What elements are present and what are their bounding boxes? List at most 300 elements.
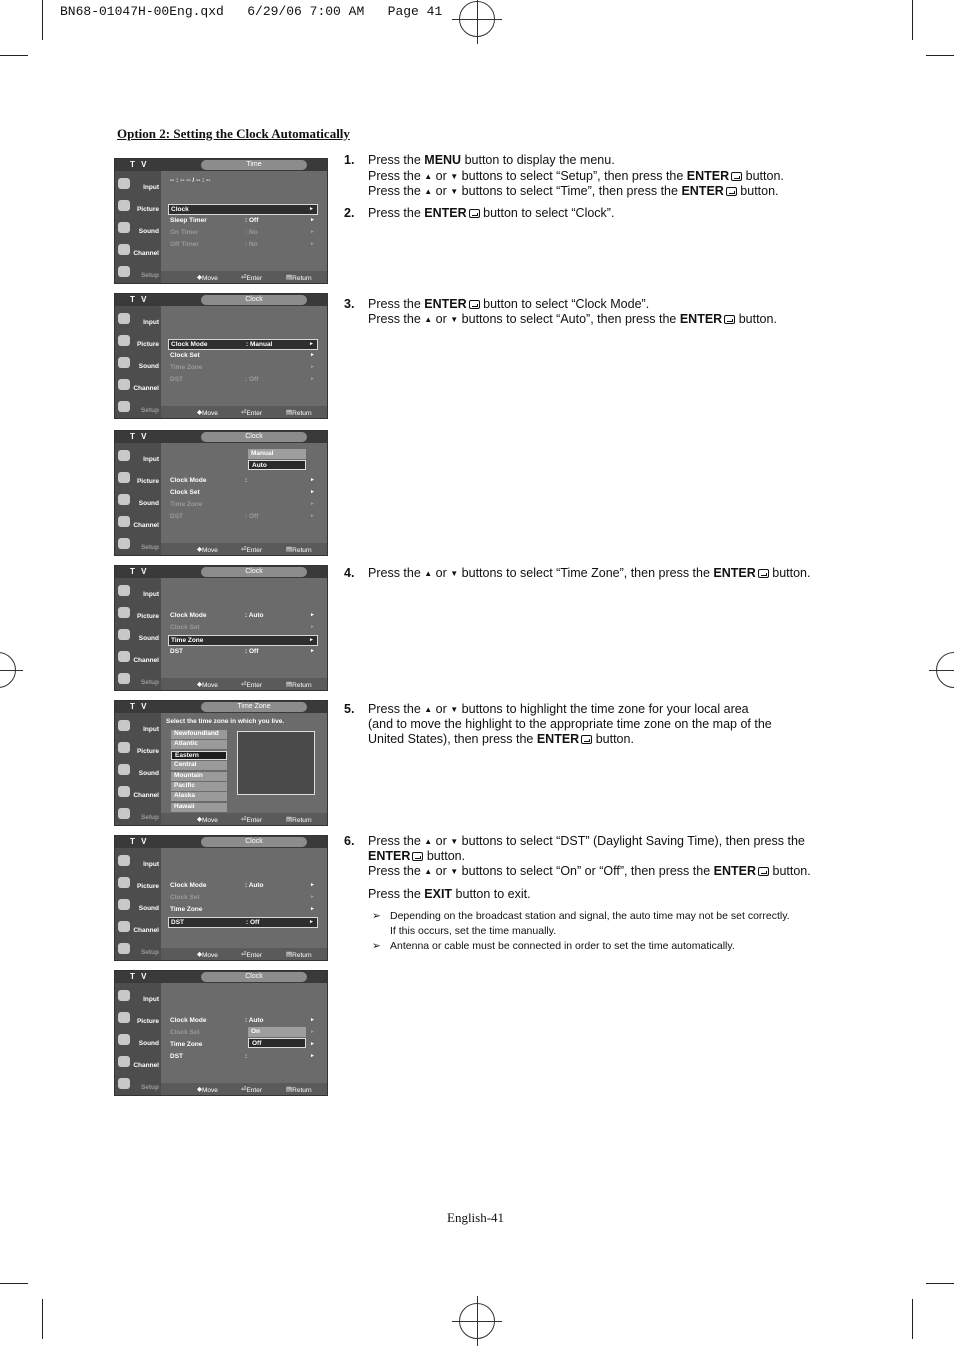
sidebar-item-label: Input: [143, 726, 159, 733]
input-icon: [118, 178, 130, 189]
dropdown-option: Off: [248, 1038, 306, 1048]
menu-row-value: : Manual: [246, 341, 273, 348]
menu-row-value: : No: [245, 241, 258, 248]
menu-row: [168, 375, 318, 386]
menu-row-label: Clock Mode: [171, 341, 208, 348]
move-hint: ◆ Move: [197, 951, 218, 959]
sidebar-item-sound: [115, 219, 161, 239]
screen-footer: [161, 678, 327, 690]
screen-sidebar: [115, 578, 161, 690]
step-line: Press the ▲ or ▼ buttons to highlight the time zone for your local area: [368, 702, 749, 716]
return-hint: ▤ Return: [286, 409, 312, 417]
sidebar-item-sound: [115, 896, 161, 916]
enter-icon: [731, 172, 742, 181]
setup-icon: [118, 401, 130, 412]
move-hint: ◆ Move: [197, 1086, 218, 1094]
menu-row: [168, 893, 318, 904]
right-arrow-icon: ►: [310, 624, 315, 630]
step-number: 6.: [344, 834, 355, 848]
tv-menu-screen: [114, 565, 328, 691]
tv-menu-screen: [114, 158, 328, 284]
channel-icon: [118, 921, 130, 932]
screen-title: Clock: [201, 432, 307, 442]
screen-title: Clock: [201, 837, 307, 847]
sidebar-item-label: Input: [143, 456, 159, 463]
setup-icon: [118, 673, 130, 684]
sidebar-item-label: Input: [143, 996, 159, 1003]
picture-icon: [118, 877, 130, 888]
menu-row-value: :: [245, 1053, 248, 1060]
menu-row-label: Off Timer: [170, 241, 199, 248]
screen-footer: [161, 271, 327, 283]
sound-icon: [118, 357, 130, 368]
time-zone-option: Mountain: [171, 772, 227, 781]
enter-icon: [758, 569, 769, 578]
picture-icon: [118, 200, 130, 211]
channel-icon: [118, 379, 130, 390]
down-arrow-icon: ▼: [450, 315, 459, 324]
menu-row-value: : Auto: [245, 1017, 264, 1024]
step-line: Press the ▲ or ▼ buttons to select “On” or “Off”, then press the ENTER button.: [368, 864, 811, 878]
sidebar-item-label: Setup: [140, 407, 159, 414]
menu-row-value: : Off: [245, 513, 259, 520]
enter-hint: ⏎ Enter: [241, 546, 262, 554]
time-zone-option: Newfoundland: [171, 730, 227, 739]
enter-hint: ⏎ Enter: [241, 1086, 262, 1094]
menu-row: [168, 240, 318, 251]
input-icon: [118, 450, 130, 461]
sound-icon: [118, 899, 130, 910]
enter-hint: ⏎ Enter: [241, 409, 262, 417]
setup-icon: [118, 1078, 130, 1089]
return-hint: ▤ Return: [286, 951, 312, 959]
step-line: Press the ▲ or ▼ buttons to select “Time Zone”, then press the ENTER button.: [368, 566, 811, 580]
input-icon: [118, 313, 130, 324]
menu-row-label: Time Zone: [171, 637, 204, 644]
right-arrow-icon: ►: [310, 1017, 315, 1023]
right-arrow-icon: ►: [310, 1041, 315, 1047]
sidebar-item-label: Channel: [133, 1062, 159, 1069]
tv-menu-screen: [114, 430, 328, 556]
section-title: Option 2: Setting the Clock Automatically: [117, 126, 350, 141]
tv-label: T V: [130, 972, 149, 981]
menu-row: [168, 339, 318, 350]
sidebar-item-label: Picture: [136, 206, 159, 213]
enter-icon: [724, 315, 735, 324]
menu-row: [168, 351, 318, 362]
input-icon: [118, 720, 130, 731]
crop-mark: [0, 1283, 28, 1284]
setup-icon: [118, 538, 130, 549]
menu-row-label: Time Zone: [170, 1041, 203, 1048]
step-line: Press the ENTER button to select “Clock Mode”.: [368, 297, 650, 311]
enter-icon: [412, 852, 423, 861]
right-arrow-icon: ►: [309, 637, 314, 643]
screen-sidebar: [115, 983, 161, 1095]
screen-title-bar: [115, 836, 327, 848]
sidebar-item-setup: [115, 670, 161, 690]
tv-menu-screen: [114, 293, 328, 419]
sidebar-item-channel: [115, 1053, 161, 1073]
menu-row-value: : Off: [245, 376, 259, 383]
sidebar-item-setup: [115, 263, 161, 283]
menu-row-label: Clock Set: [170, 489, 200, 496]
step-line: Press the ENTER button to select “Clock”.: [368, 206, 615, 220]
step-line: Press the ▲ or ▼ buttons to select “Setup”, then press the ENTER button.: [368, 169, 784, 183]
return-hint: ▤ Return: [286, 274, 312, 282]
step-line: (and to move the highlight to the appropriate time zone on the map of the: [368, 717, 772, 731]
menu-row-label: Clock Set: [170, 1029, 200, 1036]
sidebar-item-label: Setup: [140, 949, 159, 956]
screen-title: Time: [201, 160, 307, 170]
menu-row: [168, 905, 318, 916]
menu-row-label: Clock Mode: [170, 1017, 207, 1024]
step-number: 3.: [344, 297, 355, 311]
menu-row-label: Clock: [171, 206, 189, 213]
menu-row: [168, 1016, 318, 1027]
return-hint: ▤ Return: [286, 816, 312, 824]
dropdown-option: On: [248, 1027, 306, 1037]
menu-row: [168, 216, 318, 227]
right-arrow-icon: ►: [310, 489, 315, 495]
menu-row: [168, 228, 318, 239]
sidebar-item-sound: [115, 626, 161, 646]
right-arrow-icon: ►: [310, 229, 315, 235]
screen-footer: [161, 406, 327, 418]
up-arrow-icon: ▲: [424, 705, 433, 714]
right-arrow-icon: ►: [310, 1029, 315, 1035]
down-arrow-icon: ▼: [450, 569, 459, 578]
right-arrow-icon: ►: [310, 882, 315, 888]
sidebar-item-label: Channel: [133, 927, 159, 934]
picture-icon: [118, 472, 130, 483]
menu-row: [168, 488, 318, 499]
up-arrow-icon: ▲: [424, 837, 433, 846]
down-arrow-icon: ▼: [450, 172, 459, 181]
right-arrow-icon: ►: [310, 1053, 315, 1059]
file-slug: BN68-01047H-00Eng.qxd 6/29/06 7:00 AM Page 41: [60, 4, 443, 19]
sidebar-item-sound: [115, 491, 161, 511]
down-arrow-icon: ▼: [450, 867, 459, 876]
down-arrow-icon: ▼: [450, 837, 459, 846]
sidebar-item-channel: [115, 376, 161, 396]
input-icon: [118, 855, 130, 866]
time-zone-option: Central: [171, 761, 227, 770]
picture-icon: [118, 1012, 130, 1023]
sidebar-item-channel: [115, 918, 161, 938]
channel-icon: [118, 516, 130, 527]
down-arrow-icon: ▼: [450, 187, 459, 196]
sidebar-item-label: Setup: [140, 679, 159, 686]
screen-footer: [161, 543, 327, 555]
sidebar-item-setup: [115, 535, 161, 555]
right-arrow-icon: ►: [309, 919, 314, 925]
screen-title-bar: [115, 566, 327, 578]
enter-hint: ⏎ Enter: [241, 951, 262, 959]
menu-row-label: On Timer: [170, 229, 199, 236]
menu-row: [168, 500, 318, 511]
step-line: Press the MENU button to display the menu.: [368, 153, 615, 167]
sidebar-item-setup: [115, 1075, 161, 1095]
sidebar-item-picture: [115, 1009, 161, 1029]
channel-icon: [118, 651, 130, 662]
sound-icon: [118, 1034, 130, 1045]
sidebar-item-input: [115, 852, 161, 872]
sidebar-item-label: Sound: [138, 363, 159, 370]
tv-label: T V: [130, 837, 149, 846]
tv-menu-screen: [114, 970, 328, 1096]
menu-row-label: Clock Mode: [170, 882, 207, 889]
screen-sidebar: [115, 713, 161, 825]
screen-title-bar: [115, 159, 327, 171]
sidebar-item-channel: [115, 648, 161, 668]
menu-row-value: :: [245, 477, 248, 484]
menu-row-label: DST: [170, 648, 183, 655]
up-arrow-icon: ▲: [424, 187, 433, 196]
step-number: 1.: [344, 153, 355, 167]
sidebar-item-setup: [115, 940, 161, 960]
crop-mark: [926, 55, 954, 56]
right-arrow-icon: ►: [310, 894, 315, 900]
menu-row-label: DST: [170, 1053, 183, 1060]
enter-hint: ⏎ Enter: [241, 681, 262, 689]
dropdown-option: Manual: [248, 449, 306, 459]
menu-row-label: Time Zone: [170, 906, 203, 913]
time-zone-option: Atlantic: [171, 740, 227, 749]
menu-row: [168, 635, 318, 646]
sidebar-item-sound: [115, 354, 161, 374]
setup-icon: [118, 266, 130, 277]
sidebar-item-picture: [115, 469, 161, 489]
channel-icon: [118, 1056, 130, 1067]
sidebar-item-sound: [115, 1031, 161, 1051]
sidebar-item-channel: [115, 513, 161, 533]
menu-row-value: : Off: [245, 648, 259, 655]
registration-mark: [459, 1, 495, 37]
right-arrow-icon: ►: [310, 501, 315, 507]
screen-sidebar: [115, 306, 161, 418]
step-line: Press the ▲ or ▼ buttons to select “DST” (Daylight Saving Time), then press the: [368, 834, 805, 848]
setup-icon: [118, 808, 130, 819]
sidebar-item-label: Sound: [138, 635, 159, 642]
enter-icon: [469, 300, 480, 309]
input-icon: [118, 990, 130, 1001]
sidebar-item-label: Channel: [133, 792, 159, 799]
clock-display: -- : -- -- / -- : --: [170, 177, 211, 184]
menu-row-label: DST: [170, 513, 183, 520]
sound-icon: [118, 764, 130, 775]
step-number: 5.: [344, 702, 355, 716]
tv-label: T V: [130, 160, 149, 169]
screen-title-bar: [115, 294, 327, 306]
enter-icon: [758, 867, 769, 876]
menu-row: [168, 1052, 318, 1063]
sidebar-item-label: Picture: [136, 478, 159, 485]
sidebar-item-label: Picture: [136, 341, 159, 348]
enter-icon: [726, 187, 737, 196]
note-marker-icon: ➢: [372, 910, 381, 922]
right-arrow-icon: ►: [310, 376, 315, 382]
return-hint: ▤ Return: [286, 1086, 312, 1094]
return-hint: ▤ Return: [286, 546, 312, 554]
screen-footer: [161, 813, 327, 825]
screen-footer: [161, 948, 327, 960]
menu-row-label: Clock Mode: [170, 612, 207, 619]
input-icon: [118, 585, 130, 596]
tv-label: T V: [130, 432, 149, 441]
sidebar-item-picture: [115, 874, 161, 894]
right-arrow-icon: ►: [310, 217, 315, 223]
menu-row: [168, 476, 318, 487]
move-hint: ◆ Move: [197, 274, 218, 282]
time-zone-caption: Select the time zone in which you live.: [166, 718, 285, 725]
right-arrow-icon: ►: [310, 906, 315, 912]
sidebar-item-label: Input: [143, 184, 159, 191]
menu-row-label: Sleep Timer: [170, 217, 207, 224]
sidebar-item-picture: [115, 739, 161, 759]
sidebar-item-label: Sound: [138, 500, 159, 507]
menu-row: [168, 623, 318, 634]
crop-mark: [42, 0, 43, 40]
sidebar-item-label: Picture: [136, 883, 159, 890]
enter-hint: ⏎ Enter: [241, 274, 262, 282]
step-number: 2.: [344, 206, 355, 220]
menu-row-value: : Off: [245, 217, 259, 224]
right-arrow-icon: ►: [310, 241, 315, 247]
right-arrow-icon: ►: [310, 364, 315, 370]
time-zone-option: Hawaii: [171, 803, 227, 812]
right-arrow-icon: ►: [310, 352, 315, 358]
menu-row-value: : Off: [246, 919, 260, 926]
sidebar-item-picture: [115, 604, 161, 624]
step-line: Press the EXIT button to exit.: [368, 887, 531, 901]
sidebar-item-setup: [115, 805, 161, 825]
note-marker-icon: ➢: [372, 940, 381, 952]
sidebar-item-label: Picture: [136, 613, 159, 620]
sidebar-item-sound: [115, 761, 161, 781]
move-hint: ◆ Move: [197, 816, 218, 824]
sidebar-item-input: [115, 310, 161, 330]
sidebar-item-label: Setup: [140, 272, 159, 279]
registration-mark: [0, 652, 16, 688]
menu-row-label: DST: [171, 919, 184, 926]
time-zone-option: Alaska: [171, 792, 227, 801]
crop-mark: [912, 0, 913, 40]
sidebar-item-label: Sound: [138, 770, 159, 777]
menu-row-label: Clock Mode: [170, 477, 207, 484]
note-text: Depending on the broadcast station and signal, the auto time may not be set correctly.: [390, 910, 790, 922]
sidebar-item-setup: [115, 398, 161, 418]
menu-row-value: : No: [245, 229, 258, 236]
menu-row: [168, 881, 318, 892]
sidebar-item-label: Input: [143, 319, 159, 326]
crop-mark: [0, 55, 28, 56]
time-zone-option: Eastern: [171, 751, 227, 760]
menu-row-label: Time Zone: [170, 501, 203, 508]
channel-icon: [118, 786, 130, 797]
sidebar-item-picture: [115, 197, 161, 217]
dropdown-option: Auto: [248, 460, 306, 470]
right-arrow-icon: ►: [309, 206, 314, 212]
screen-sidebar: [115, 443, 161, 555]
menu-row-value: : Auto: [245, 882, 264, 889]
sidebar-item-channel: [115, 241, 161, 261]
screen-title-bar: [115, 701, 327, 713]
setup-icon: [118, 943, 130, 954]
right-arrow-icon: ►: [310, 513, 315, 519]
enter-icon: [581, 735, 592, 744]
screen-footer: [161, 1083, 327, 1095]
sound-icon: [118, 494, 130, 505]
sidebar-item-channel: [115, 783, 161, 803]
screen-title-bar: [115, 431, 327, 443]
sidebar-item-input: [115, 175, 161, 195]
sidebar-item-input: [115, 987, 161, 1007]
tv-menu-screen: [114, 835, 328, 961]
up-arrow-icon: ▲: [424, 867, 433, 876]
picture-icon: [118, 742, 130, 753]
step-line: ENTER button.: [368, 849, 466, 863]
page-number: English-41: [447, 1210, 505, 1225]
crop-mark: [926, 1283, 954, 1284]
tv-label: T V: [130, 702, 149, 711]
note-text: Antenna or cable must be connected in order to set the time automatically.: [390, 940, 735, 952]
menu-row-label: Clock Set: [170, 894, 200, 901]
us-time-zone-map: [237, 731, 315, 795]
enter-icon: [469, 209, 480, 218]
up-arrow-icon: ▲: [424, 569, 433, 578]
sidebar-item-input: [115, 582, 161, 602]
menu-row: [168, 647, 318, 658]
screen-title-bar: [115, 971, 327, 983]
sidebar-item-label: Channel: [133, 250, 159, 257]
sidebar-item-label: Input: [143, 591, 159, 598]
screen-sidebar: [115, 171, 161, 283]
screen-title: Time Zone: [201, 702, 307, 712]
screen-sidebar: [115, 848, 161, 960]
channel-icon: [118, 244, 130, 255]
menu-row-label: Clock Set: [170, 624, 200, 631]
sound-icon: [118, 629, 130, 640]
menu-row: [168, 512, 318, 523]
menu-row: [168, 204, 318, 215]
right-arrow-icon: ►: [310, 477, 315, 483]
sidebar-item-label: Channel: [133, 522, 159, 529]
menu-row-label: Time Zone: [170, 364, 203, 371]
menu-row-label: DST: [170, 376, 183, 383]
enter-hint: ⏎ Enter: [241, 816, 262, 824]
step-number: 4.: [344, 566, 355, 580]
time-zone-option: Pacific: [171, 782, 227, 791]
note-text: If this occurs, set the time manually.: [390, 925, 557, 937]
sidebar-item-label: Input: [143, 861, 159, 868]
tv-label: T V: [130, 567, 149, 576]
screen-title: Clock: [201, 567, 307, 577]
down-arrow-icon: ▼: [450, 705, 459, 714]
move-hint: ◆ Move: [197, 681, 218, 689]
up-arrow-icon: ▲: [424, 315, 433, 324]
right-arrow-icon: ►: [309, 341, 314, 347]
tv-menu-screen: [114, 700, 328, 826]
screen-title: Clock: [201, 295, 307, 305]
sidebar-item-label: Picture: [136, 1018, 159, 1025]
right-arrow-icon: ►: [310, 648, 315, 654]
sidebar-item-label: Setup: [140, 814, 159, 821]
right-arrow-icon: ►: [310, 612, 315, 618]
crop-mark: [42, 1299, 43, 1339]
step-line: Press the ▲ or ▼ buttons to select “Time”, then press the ENTER button.: [368, 184, 779, 198]
sidebar-item-label: Channel: [133, 385, 159, 392]
